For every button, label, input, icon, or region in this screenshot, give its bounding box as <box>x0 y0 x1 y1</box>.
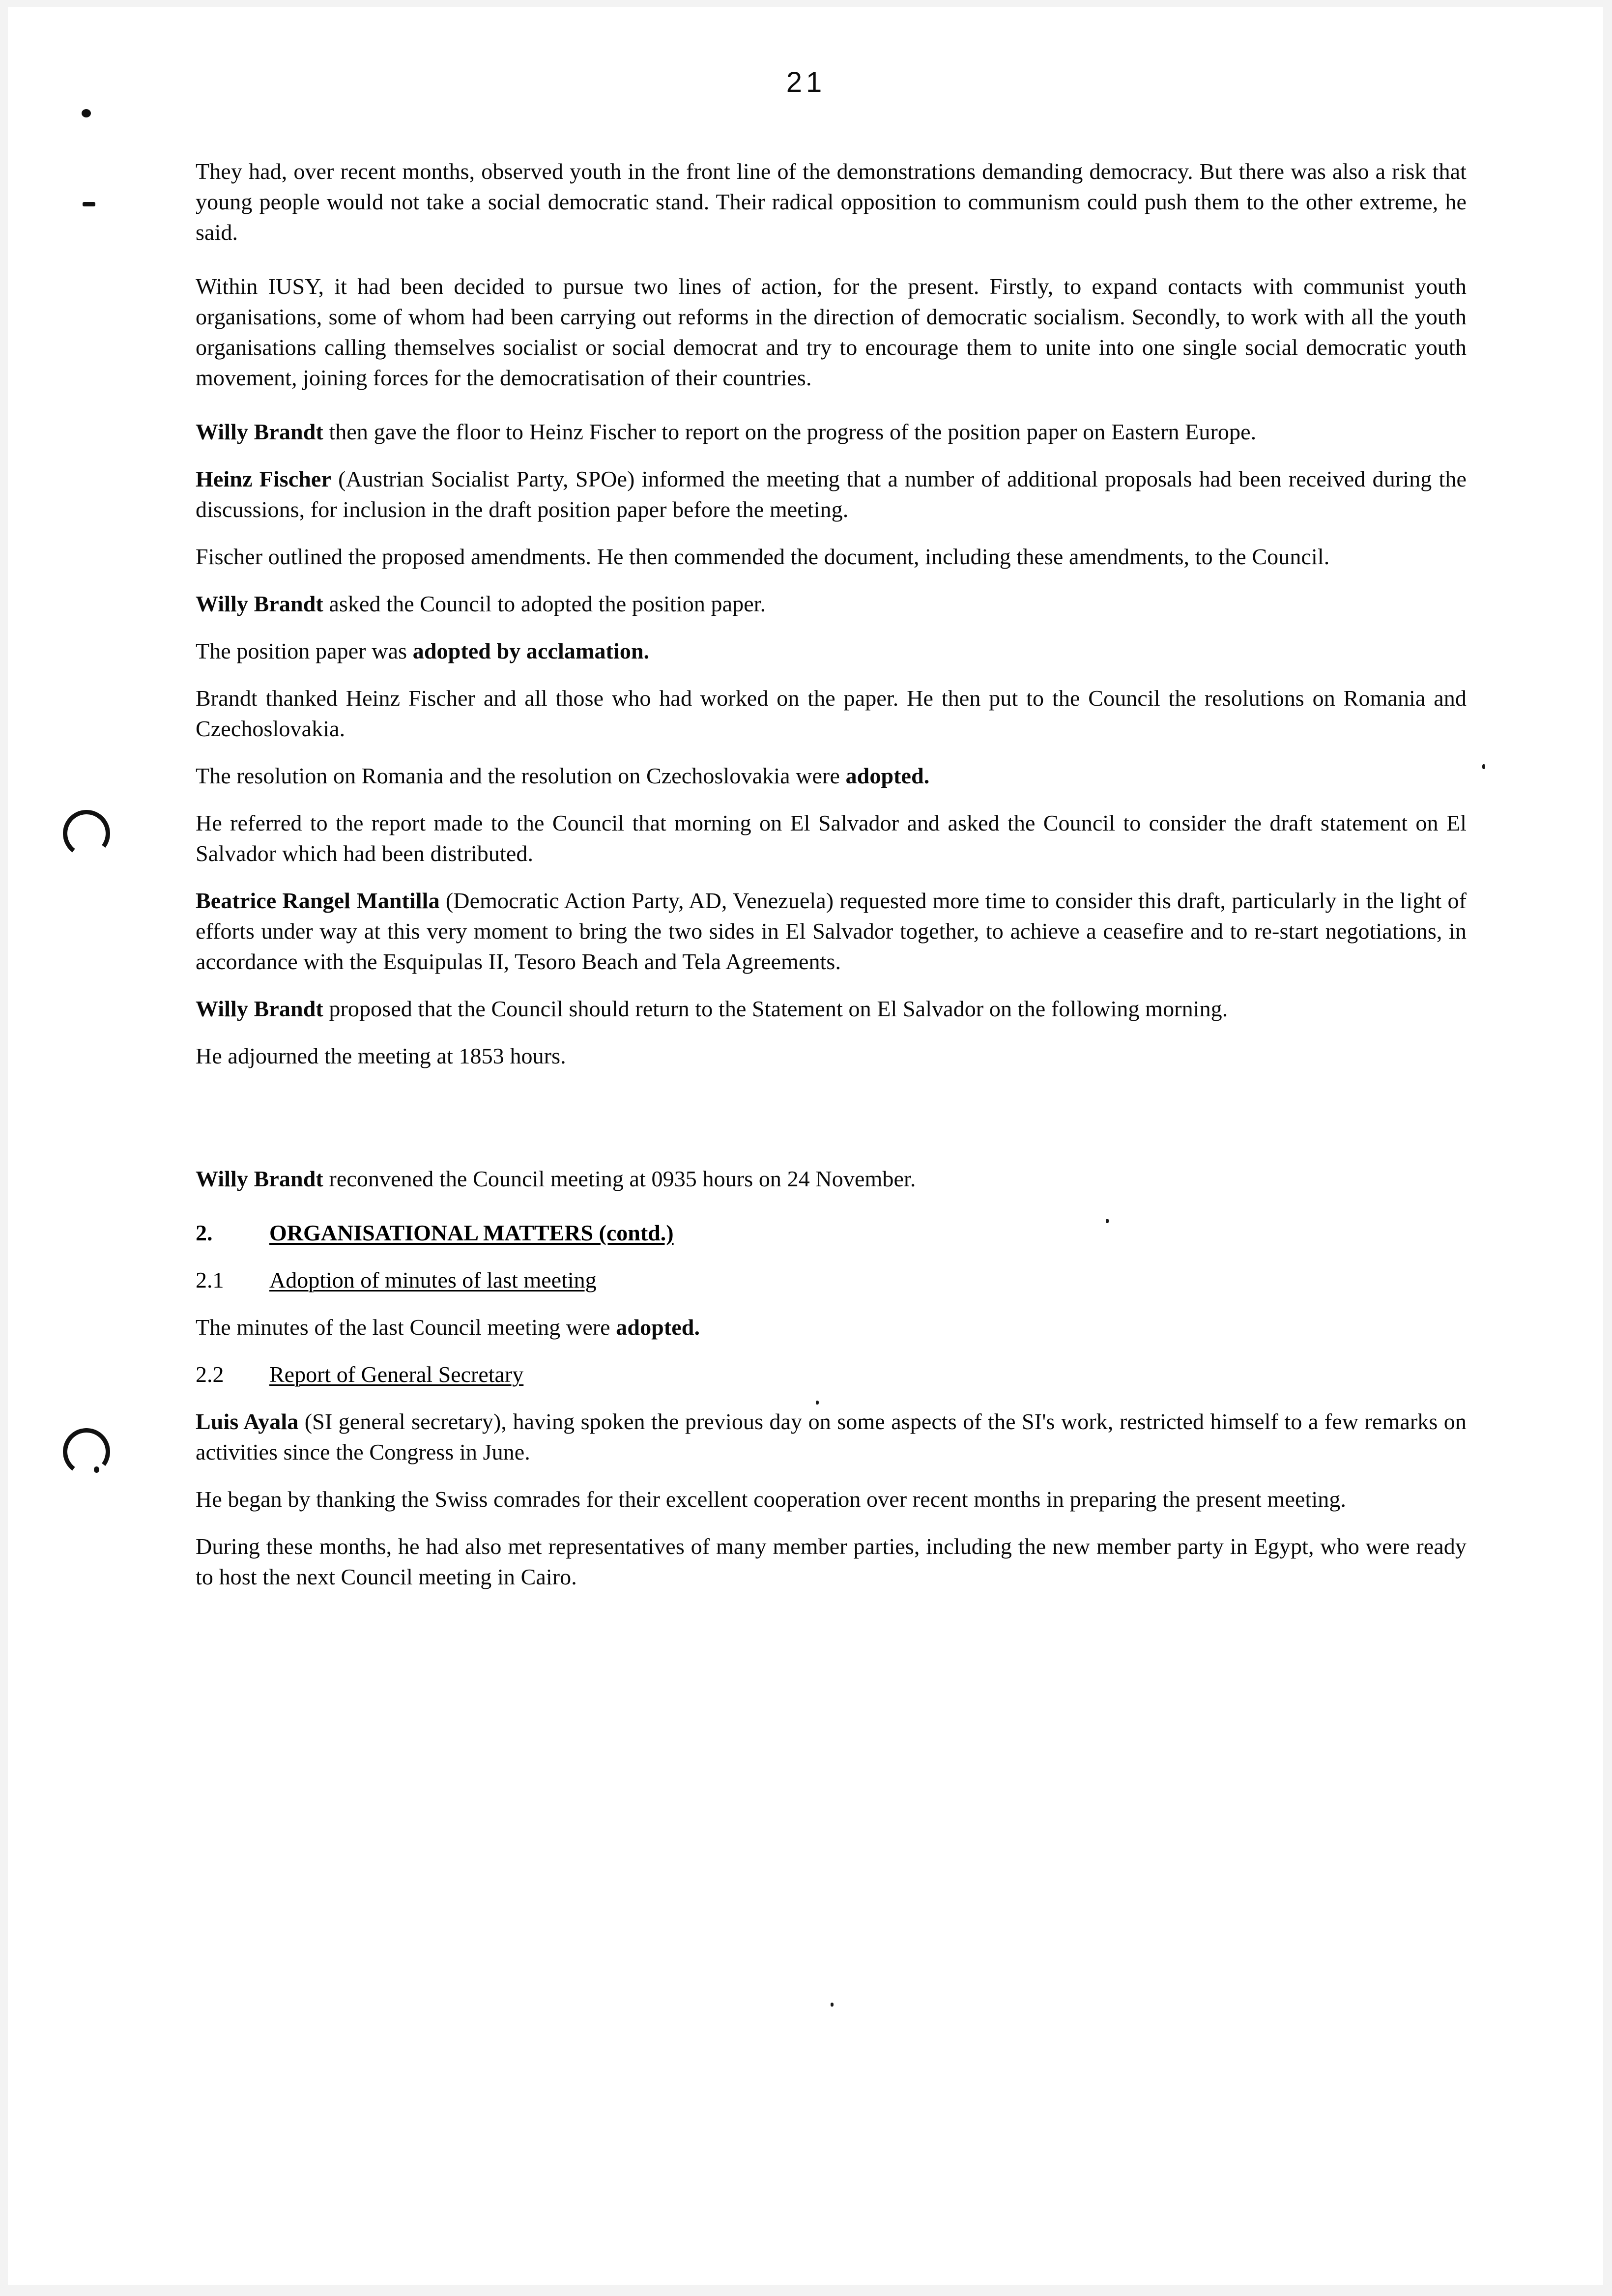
paragraph-spacer <box>196 869 1467 886</box>
paragraph-5: Fischer outlined the proposed amendments. He then commended the document, including these amendments, to the Council. <box>196 544 1330 569</box>
paragraph-spacer <box>196 393 1467 417</box>
paragraph-text: reconvened the Council meeting at 0935 hours on 24 November. <box>323 1166 916 1191</box>
speaker-name: Willy Brandt <box>196 591 323 616</box>
paragraph-9 <box>196 761 1467 791</box>
paragraph-text-lead: The minutes of the last Council meeting were <box>196 1315 616 1340</box>
paragraph-spacer <box>196 1515 1467 1531</box>
paragraph-7 <box>196 636 1467 666</box>
paragraph-text: proposed that the Council should return to the Statement on El Salvador on the following morning. <box>323 996 1228 1021</box>
paragraph-18: During these months, he had also met representatives of many member parties, including the new member party in Egypt, who were ready to host the next Council meeting in Cairo. <box>196 1534 1467 1589</box>
speaker-name: Heinz Fischer <box>196 466 331 491</box>
paragraph-spacer <box>196 791 1467 808</box>
paragraph-spacer <box>196 619 1467 636</box>
paragraph-spacer <box>196 1467 1467 1484</box>
paragraph-text: (SI general secretary), having spoken the previous day on some aspects of the SI's work, restricted himself to a few remarks on activities since the Congress in June. <box>196 1409 1467 1464</box>
paragraph-4 <box>196 464 1467 525</box>
speaker-name: Willy Brandt <box>196 996 323 1021</box>
paragraph-2: Within IUSY, it had been decided to pursue two lines of action, for the present. Firstly, to expand contacts with communist youth organisations, some of whom had been carrying out reforms in the direction of democratic socialism. Secondly, to work with all the youth organisations calling themselves socialist or social democrat and try to encourage them to unite into one single social democratic youth movement, joining forces for the democratisation of their countries. <box>196 274 1467 390</box>
page-number: 21 <box>786 66 826 98</box>
arc-mark-upper-icon <box>60 807 113 860</box>
heading-section-2-1 <box>196 1265 1467 1295</box>
emphasis-text: adopted. <box>845 763 930 788</box>
heading-number: 2.1 <box>196 1267 224 1292</box>
heading-title: Adoption of minutes of last meeting <box>269 1267 597 1292</box>
scan-edge-right <box>1603 0 1612 2296</box>
heading-spacer <box>196 1248 1467 1265</box>
paragraph-12 <box>196 994 1467 1024</box>
paragraph-1: They had, over recent months, observed youth in the front line of the demonstrations demanding democracy. But there was also a risk that young people would not take a social democratic stand. Their radical opposition to communism could push them to the other extreme, he said. <box>196 159 1467 245</box>
ink-dash-icon <box>83 202 95 206</box>
paragraph-text-lead: The position paper was <box>196 638 413 663</box>
paragraph-8: Brandt thanked Heinz Fischer and all those who had worked on the paper. He then put to the Council the resolutions on Romania and Czechoslovakia. <box>196 686 1467 741</box>
heading-spacer <box>196 1343 1467 1359</box>
section-spacer <box>196 1071 1467 1164</box>
heading-section-2-2 <box>196 1359 1467 1390</box>
paragraph-spacer <box>196 572 1467 589</box>
speck-right-margin-icon <box>1482 764 1485 769</box>
paragraph-text: (Democratic Action Party, AD, Venezuela) requested more time to consider this draft, particularly in the light of efforts under way at this very moment to bring the two sides in El Salvador together, to achieve a ceasefire and to re-start negotiations, in accordance with the Esquipulas II, Tesoro Beach and Tela Agreements. <box>196 888 1467 974</box>
paragraph-17: He began by thanking the Swiss comrades for their excellent cooperation over recent months in preparing the present meeting. <box>196 1487 1347 1512</box>
ink-dot-icon <box>82 109 91 117</box>
heading-title: Report of General Secretary <box>269 1362 524 1387</box>
scan-edge-top <box>0 0 1612 7</box>
paragraph-10: He referred to the report made to the Council that morning on El Salvador and asked the Council to consider the draft statement on El Salvador which had been distributed. <box>196 810 1467 866</box>
speck-bottom-page-icon <box>831 2003 834 2007</box>
arc-mark-lower-icon <box>60 1425 113 1478</box>
paragraph-15 <box>196 1312 1467 1343</box>
paragraph-text: then gave the floor to Heinz Fischer to report on the progress of the position paper on Eastern Europe. <box>323 419 1257 444</box>
document-body <box>196 156 1467 1592</box>
scan-edge-left <box>0 0 8 2296</box>
paragraph-6 <box>196 589 1467 619</box>
paragraph-text: (Austrian Socialist Party, SPOe) informed the meeting that a number of additional proposals had been received during the discussions, for inclusion in the draft position paper before the meeting. <box>196 466 1467 522</box>
paragraph-text-lead: The resolution on Romania and the resolution on Czechoslovakia were <box>196 763 846 788</box>
paragraph-16 <box>196 1406 1467 1467</box>
speaker-name: Beatrice Rangel Mantilla <box>196 888 440 913</box>
paragraph-text: asked the Council to adopted the position paper. <box>323 591 766 616</box>
heading-title: ORGANISATIONAL MATTERS (contd.) <box>269 1220 674 1245</box>
paragraph-13: He adjourned the meeting at 1853 hours. <box>196 1043 566 1068</box>
heading-section-2 <box>196 1218 1467 1248</box>
paragraph-spacer <box>196 248 1467 271</box>
speaker-name: Luis Ayala <box>196 1409 299 1434</box>
paragraph-spacer <box>196 666 1467 683</box>
paragraph-spacer <box>196 977 1467 994</box>
speaker-name: Willy Brandt <box>196 419 323 444</box>
paragraph-spacer <box>196 1390 1467 1406</box>
emphasis-text: adopted by acclamation. <box>412 638 650 663</box>
heading-number: 2.2 <box>196 1362 224 1387</box>
arc-mark-lower-dot-icon <box>94 1466 99 1473</box>
paragraph-spacer <box>196 447 1467 464</box>
paragraph-11 <box>196 886 1467 977</box>
paragraph-spacer <box>196 525 1467 542</box>
scan-edge-bottom <box>0 2285 1612 2296</box>
speaker-name: Willy Brandt <box>196 1166 323 1191</box>
paragraph-spacer <box>196 1024 1467 1041</box>
heading-number: 2. <box>196 1220 213 1245</box>
paragraph-spacer <box>196 744 1467 761</box>
emphasis-text: adopted. <box>616 1315 700 1340</box>
paragraph-3 <box>196 417 1467 447</box>
paragraph-spacer <box>196 1295 1467 1312</box>
paragraph-14 <box>196 1164 1467 1194</box>
heading-spacer <box>196 1194 1467 1218</box>
